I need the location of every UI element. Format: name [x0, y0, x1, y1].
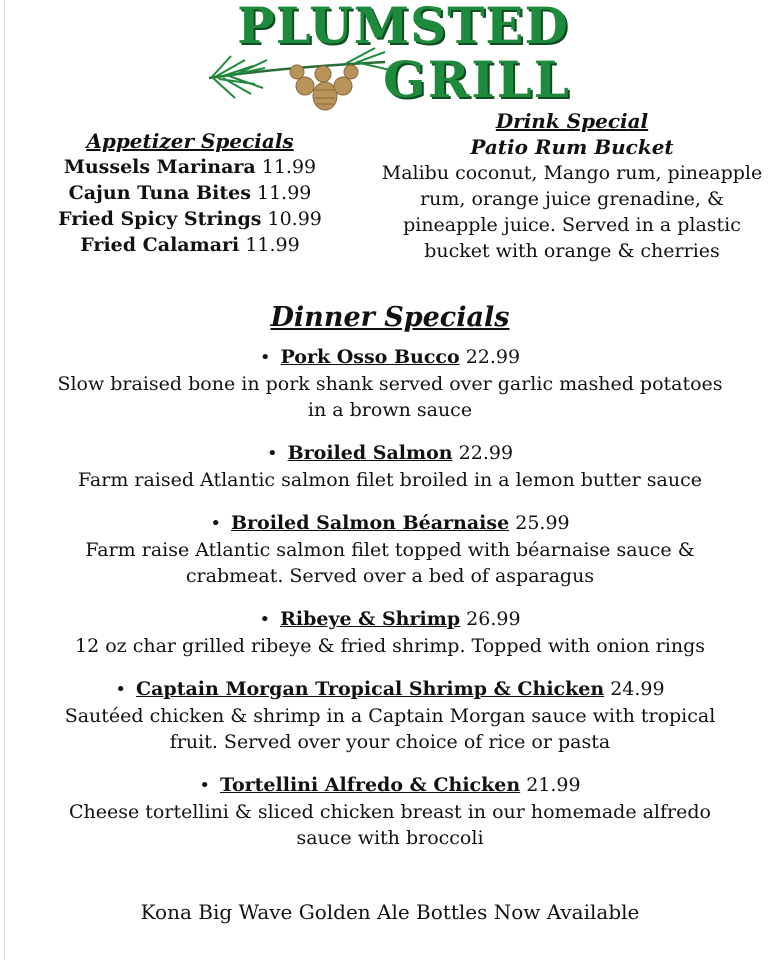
appetizer-specials-section	[40, 128, 340, 258]
dish-description-line: Slow braised bone in pork shank served over garlic mashed potatoes	[57, 373, 723, 395]
appetizer-item	[40, 206, 340, 232]
dish-name: Broiled Salmon Béarnaise	[230, 512, 510, 534]
dish-description-line: fruit. Served over your choice of rice or pasta	[169, 731, 611, 753]
dinner-item	[0, 344, 768, 423]
dish-price: 26.99	[466, 608, 521, 630]
dish-name: Broiled Salmon	[287, 442, 453, 464]
bullet-icon: •	[115, 679, 126, 700]
dinner-item	[0, 510, 768, 589]
drink-description-line: bucket with orange & cherries	[424, 240, 720, 262]
drink-special-section	[376, 108, 768, 264]
dish-description-line: Farm raise Atlantic salmon filet topped with béarnaise sauce &	[85, 539, 695, 561]
dish-name: Pork Osso Bucco	[280, 346, 460, 368]
dish-price: 22.99	[458, 442, 514, 464]
bullet-icon: •	[259, 609, 271, 630]
pine-branch-icon	[205, 38, 395, 118]
appetizer-price: 11.99	[245, 234, 300, 256]
dish-name: Ribeye & Shrimp	[280, 608, 461, 630]
dish-description-line: Sautéed chicken & shrimp in a Captain Morgan sauce with tropical	[64, 705, 716, 727]
dinner-item	[0, 772, 768, 851]
appetizer-name: Mussels Marinara	[63, 156, 256, 178]
drink-description-line: Malibu coconut, Mango rum, pineapple	[381, 162, 763, 184]
drink-special-name: Patio Rum Bucket	[470, 135, 674, 159]
appetizer-item	[40, 180, 340, 206]
appetizer-item	[40, 232, 340, 258]
bullet-icon: •	[266, 443, 278, 464]
appetizer-name: Cajun Tuna Bites	[68, 182, 251, 204]
beer-announcement: Kona Big Wave Golden Ale Bottles Now Available	[140, 900, 640, 924]
dish-description-line: sauce with broccoli	[296, 827, 484, 849]
appetizer-price: 11.99	[261, 156, 317, 178]
dish-description-line: Cheese tortellini & sliced chicken breast in our homemade alfredo	[69, 801, 711, 823]
restaurant-logo	[205, 0, 595, 116]
logo-text-line2: GRILL	[383, 50, 571, 109]
drink-special-heading: Drink Special	[495, 109, 649, 133]
dish-name: Tortellini Alfredo & Chicken	[220, 774, 521, 796]
appetizer-name: Fried Spicy Strings	[58, 208, 262, 230]
dish-price: 24.99	[610, 678, 665, 700]
appetizer-name: Fried Calamari	[80, 234, 240, 256]
drink-description-line: pineapple juice. Served in a plastic	[403, 214, 741, 236]
dish-price: 21.99	[526, 774, 581, 796]
dish-name: Captain Morgan Tropical Shrimp & Chicken	[136, 678, 605, 700]
dinner-specials-heading: Dinner Specials	[270, 302, 510, 333]
appetizer-item	[40, 154, 340, 180]
bullet-icon: •	[210, 513, 221, 534]
dish-description-line: Farm raised Atlantic salmon filet broiled in a lemon butter sauce	[78, 469, 702, 491]
appetizer-price: 10.99	[267, 208, 322, 230]
dinner-specials-list	[0, 344, 768, 868]
bullet-icon: •	[199, 775, 210, 796]
appetizer-specials-heading: Appetizer Specials	[86, 129, 294, 153]
dish-description-line: in a brown sauce	[307, 399, 473, 421]
dish-description-line: 12 oz char grilled ribeye & fried shrimp. Topped with onion rings	[75, 635, 705, 657]
appetizer-price: 11.99	[256, 182, 312, 204]
drink-description-line: rum, orange juice grenadine, &	[420, 188, 724, 210]
dish-price: 22.99	[465, 346, 521, 368]
bullet-icon: •	[259, 347, 271, 368]
dish-description-line: crabmeat. Served over a bed of asparagus	[185, 565, 595, 587]
logo-text-line1: PLUMSTED	[237, 0, 569, 55]
dinner-item	[0, 676, 768, 755]
dish-price: 25.99	[515, 512, 570, 534]
dinner-item	[0, 606, 768, 659]
dinner-item	[0, 440, 768, 493]
